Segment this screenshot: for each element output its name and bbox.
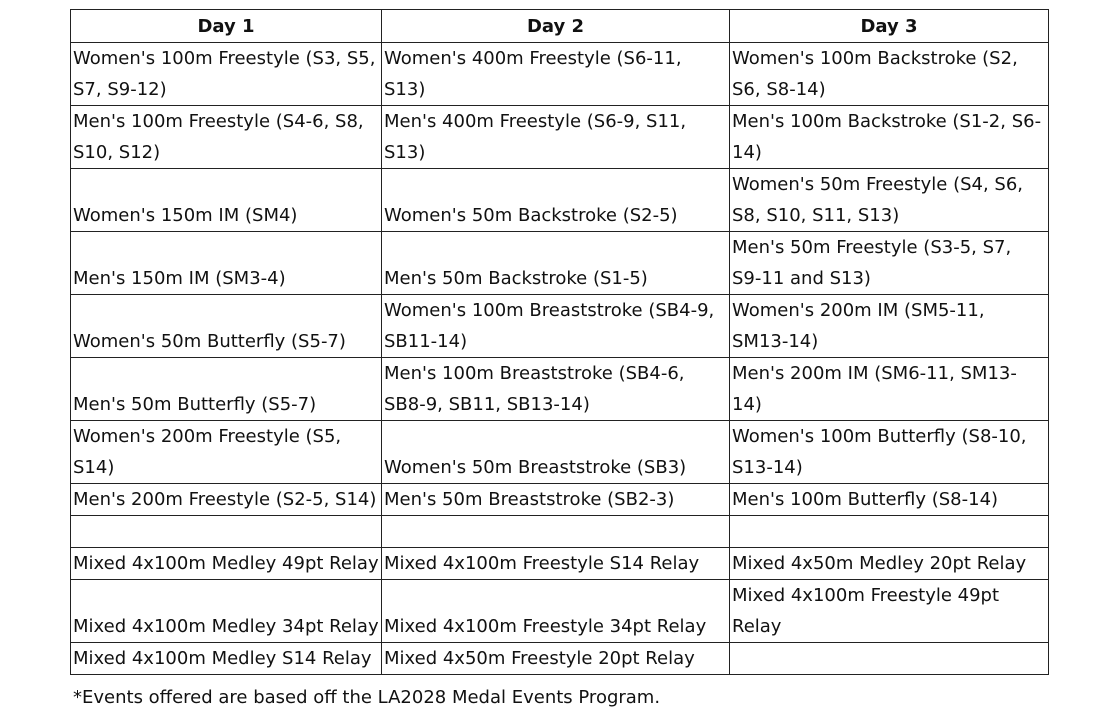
table-cell: Women's 50m Butterfly (S5-7) [71, 295, 382, 358]
column-header-day-2: Day 2 [382, 10, 730, 43]
table-row [71, 106, 1049, 169]
table-cell: Mixed 4x100m Medley 34pt Relay [71, 580, 382, 643]
table-cell: Mixed 4x100m Medley S14 Relay [71, 643, 382, 675]
table-row [71, 643, 1049, 675]
table-cell: Men's 50m Freestyle (S3-5, S7, S9-11 and S13) [730, 232, 1049, 295]
table-cell: Women's 100m Breaststroke (SB4-9, SB11-14) [382, 295, 730, 358]
table-cell: Men's 200m IM (SM6-11, SM13-14) [730, 358, 1049, 421]
table-row [71, 358, 1049, 421]
table-cell: Mixed 4x100m Medley 49pt Relay [71, 548, 382, 580]
table-cell: Men's 50m Breaststroke (SB2-3) [382, 484, 730, 516]
table-cell [730, 516, 1049, 548]
table-cell: Women's 100m Freestyle (S3, S5, S7, S9-12) [71, 43, 382, 106]
table-cell: Men's 100m Freestyle (S4-6, S8, S10, S12) [71, 106, 382, 169]
table-cell: Mixed 4x50m Freestyle 20pt Relay [382, 643, 730, 675]
table-cell [382, 516, 730, 548]
table-cell [71, 516, 382, 548]
event-schedule-table [70, 9, 1049, 675]
footnote: *Events offered are based off the LA2028 Medal Events Program. [73, 687, 661, 708]
table-cell: Men's 200m Freestyle (S2-5, S14) [71, 484, 382, 516]
table-cell: Mixed 4x50m Medley 20pt Relay [730, 548, 1049, 580]
table-row [71, 421, 1049, 484]
table-cell [730, 643, 1049, 675]
table-cell: Men's 400m Freestyle (S6-9, S11, S13) [382, 106, 730, 169]
header-row [71, 10, 1049, 43]
table-row [71, 548, 1049, 580]
table-row [71, 43, 1049, 106]
column-header-day-3: Day 3 [730, 10, 1049, 43]
table-cell: Men's 50m Backstroke (S1-5) [382, 232, 730, 295]
table-cell: Women's 400m Freestyle (S6-11, S13) [382, 43, 730, 106]
table-row [71, 232, 1049, 295]
table-cell: Men's 100m Butterfly (S8-14) [730, 484, 1049, 516]
table-cell: Women's 50m Freestyle (S4, S6, S8, S10, S11, S13) [730, 169, 1049, 232]
table-cell: Men's 100m Breaststroke (SB4-6, SB8-9, SB11, SB13-14) [382, 358, 730, 421]
table-cell: Women's 100m Backstroke (S2, S6, S8-14) [730, 43, 1049, 106]
table-row [71, 484, 1049, 516]
table-cell: Women's 200m IM (SM5-11, SM13-14) [730, 295, 1049, 358]
column-header-day-1: Day 1 [71, 10, 382, 43]
table-cell: Women's 50m Backstroke (S2-5) [382, 169, 730, 232]
table-row [71, 169, 1049, 232]
table-row [71, 580, 1049, 643]
table-cell: Women's 150m IM (SM4) [71, 169, 382, 232]
table-cell: Men's 100m Backstroke (S1-2, S6-14) [730, 106, 1049, 169]
table-cell: Mixed 4x100m Freestyle 34pt Relay [382, 580, 730, 643]
table-cell: Women's 100m Butterfly (S8-10, S13-14) [730, 421, 1049, 484]
table-row-empty [71, 516, 1049, 548]
table-cell: Men's 150m IM (SM3-4) [71, 232, 382, 295]
table-cell: Women's 50m Breaststroke (SB3) [382, 421, 730, 484]
table-cell: Men's 50m Butterfly (S5-7) [71, 358, 382, 421]
table-cell: Mixed 4x100m Freestyle S14 Relay [382, 548, 730, 580]
table-row [71, 295, 1049, 358]
table-cell: Mixed 4x100m Freestyle 49pt Relay [730, 580, 1049, 643]
table-cell: Women's 200m Freestyle (S5, S14) [71, 421, 382, 484]
